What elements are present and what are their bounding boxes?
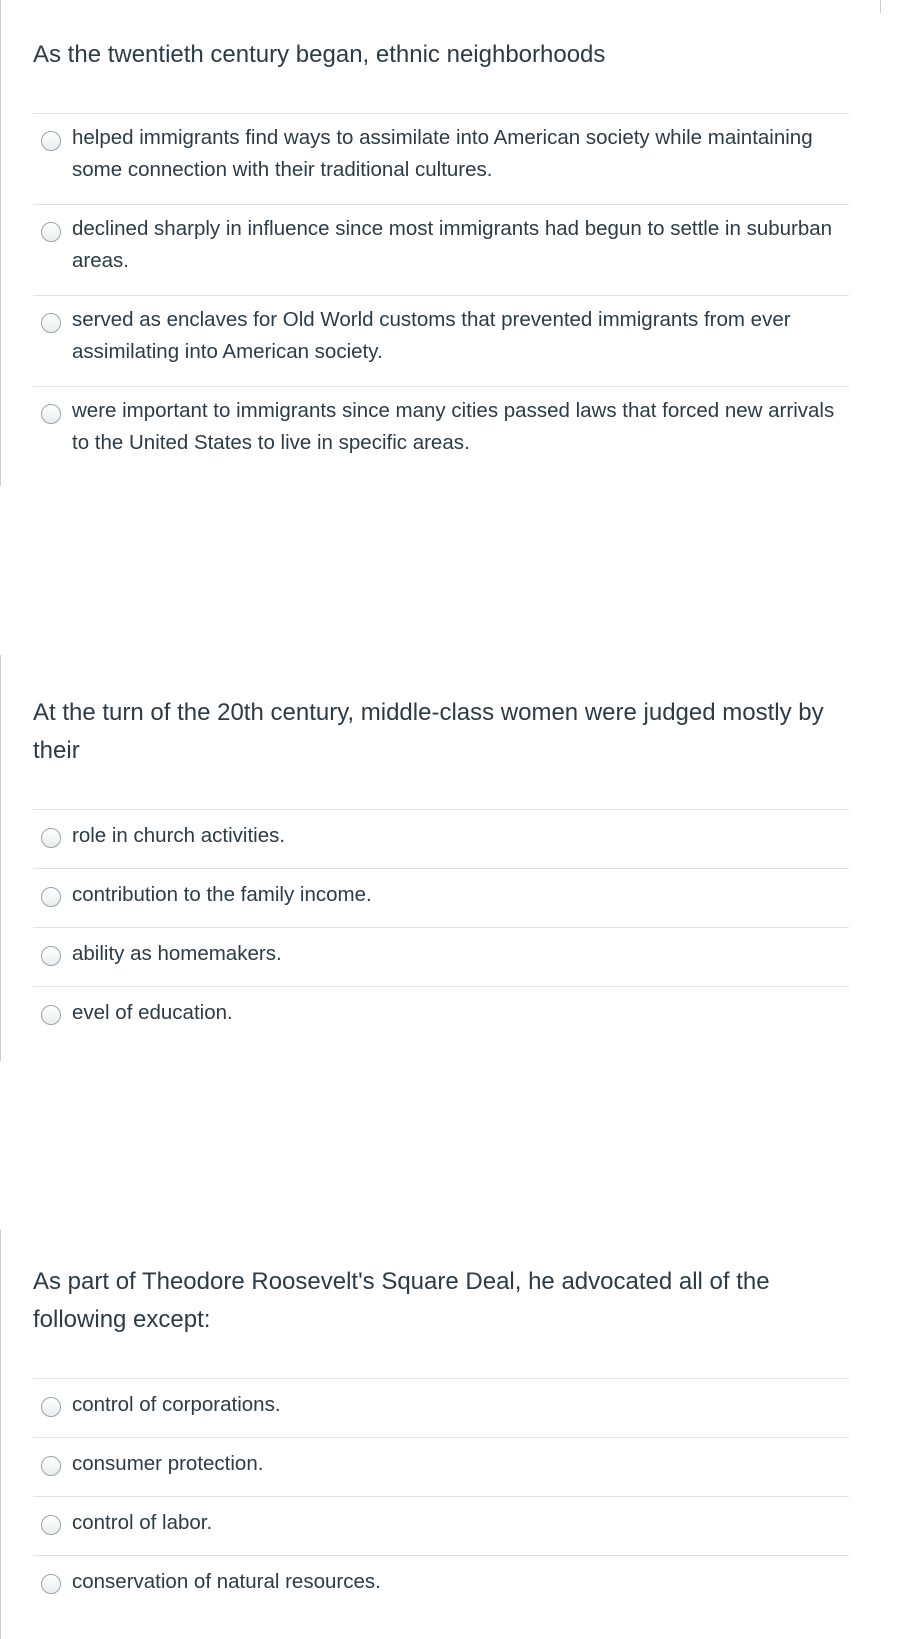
answer-option[interactable] (33, 1437, 849, 1496)
radio-button[interactable] (41, 131, 61, 151)
answer-label: control of corporations. (72, 1393, 281, 1416)
answer-label: role in church activities. (72, 824, 286, 847)
answer-option[interactable] (33, 113, 849, 204)
answer-option[interactable] (33, 1555, 849, 1614)
answer-option[interactable] (33, 927, 849, 986)
radio-button[interactable] (41, 1574, 61, 1594)
answer-label: were important to immigrants since many cities passed laws that forced new arrivals to the United States to live in specific areas. (72, 399, 835, 454)
radio-button[interactable] (41, 313, 61, 333)
radio-button[interactable] (41, 1515, 61, 1535)
radio-button[interactable] (41, 404, 61, 424)
question-3 (0, 1230, 900, 1639)
answer-label: consumer protection. (72, 1452, 264, 1475)
answer-label: evel of education. (72, 1001, 233, 1024)
question-1 (0, 0, 900, 486)
answer-label: contribution to the family income. (72, 883, 372, 906)
answer-label: ability as homemakers. (72, 942, 282, 965)
answer-option[interactable] (33, 204, 849, 295)
radio-button[interactable] (41, 1397, 61, 1417)
answer-label: declined sharply in influence since most immigrants had begun to settle in suburban areas. (72, 217, 833, 272)
answer-option[interactable] (33, 868, 849, 927)
question-left-border (0, 0, 1, 486)
question-left-border (0, 655, 1, 1061)
radio-button[interactable] (41, 828, 61, 848)
question-prompt: As part of Theodore Roosevelt's Square Deal, he advocated all of the following except: (33, 1268, 770, 1333)
answer-option[interactable] (33, 386, 849, 477)
answer-label: served as enclaves for Old World customs that prevented immigrants from ever assimilating into American society. (72, 308, 791, 363)
radio-button[interactable] (41, 887, 61, 907)
question-left-border (0, 1230, 1, 1639)
answer-label: conservation of natural resources. (72, 1570, 381, 1593)
radio-button[interactable] (41, 222, 61, 242)
answer-option[interactable] (33, 1496, 849, 1555)
question-2 (0, 655, 900, 1061)
answer-label: control of labor. (72, 1511, 213, 1534)
answer-option[interactable] (33, 295, 849, 386)
radio-button[interactable] (41, 946, 61, 966)
answer-option[interactable] (33, 986, 849, 1045)
question-prompt: As the twentieth century began, ethnic neighborhoods (33, 41, 606, 68)
radio-button[interactable] (41, 1005, 61, 1025)
question-prompt: At the turn of the 20th century, middle-class women were judged mostly by their (33, 699, 824, 764)
answer-option[interactable] (33, 809, 849, 868)
answer-label: helped immigrants find ways to assimilate into American society while maintaining some connection with their traditional cultures. (72, 126, 813, 181)
radio-button[interactable] (41, 1456, 61, 1476)
answer-option[interactable] (33, 1378, 849, 1437)
